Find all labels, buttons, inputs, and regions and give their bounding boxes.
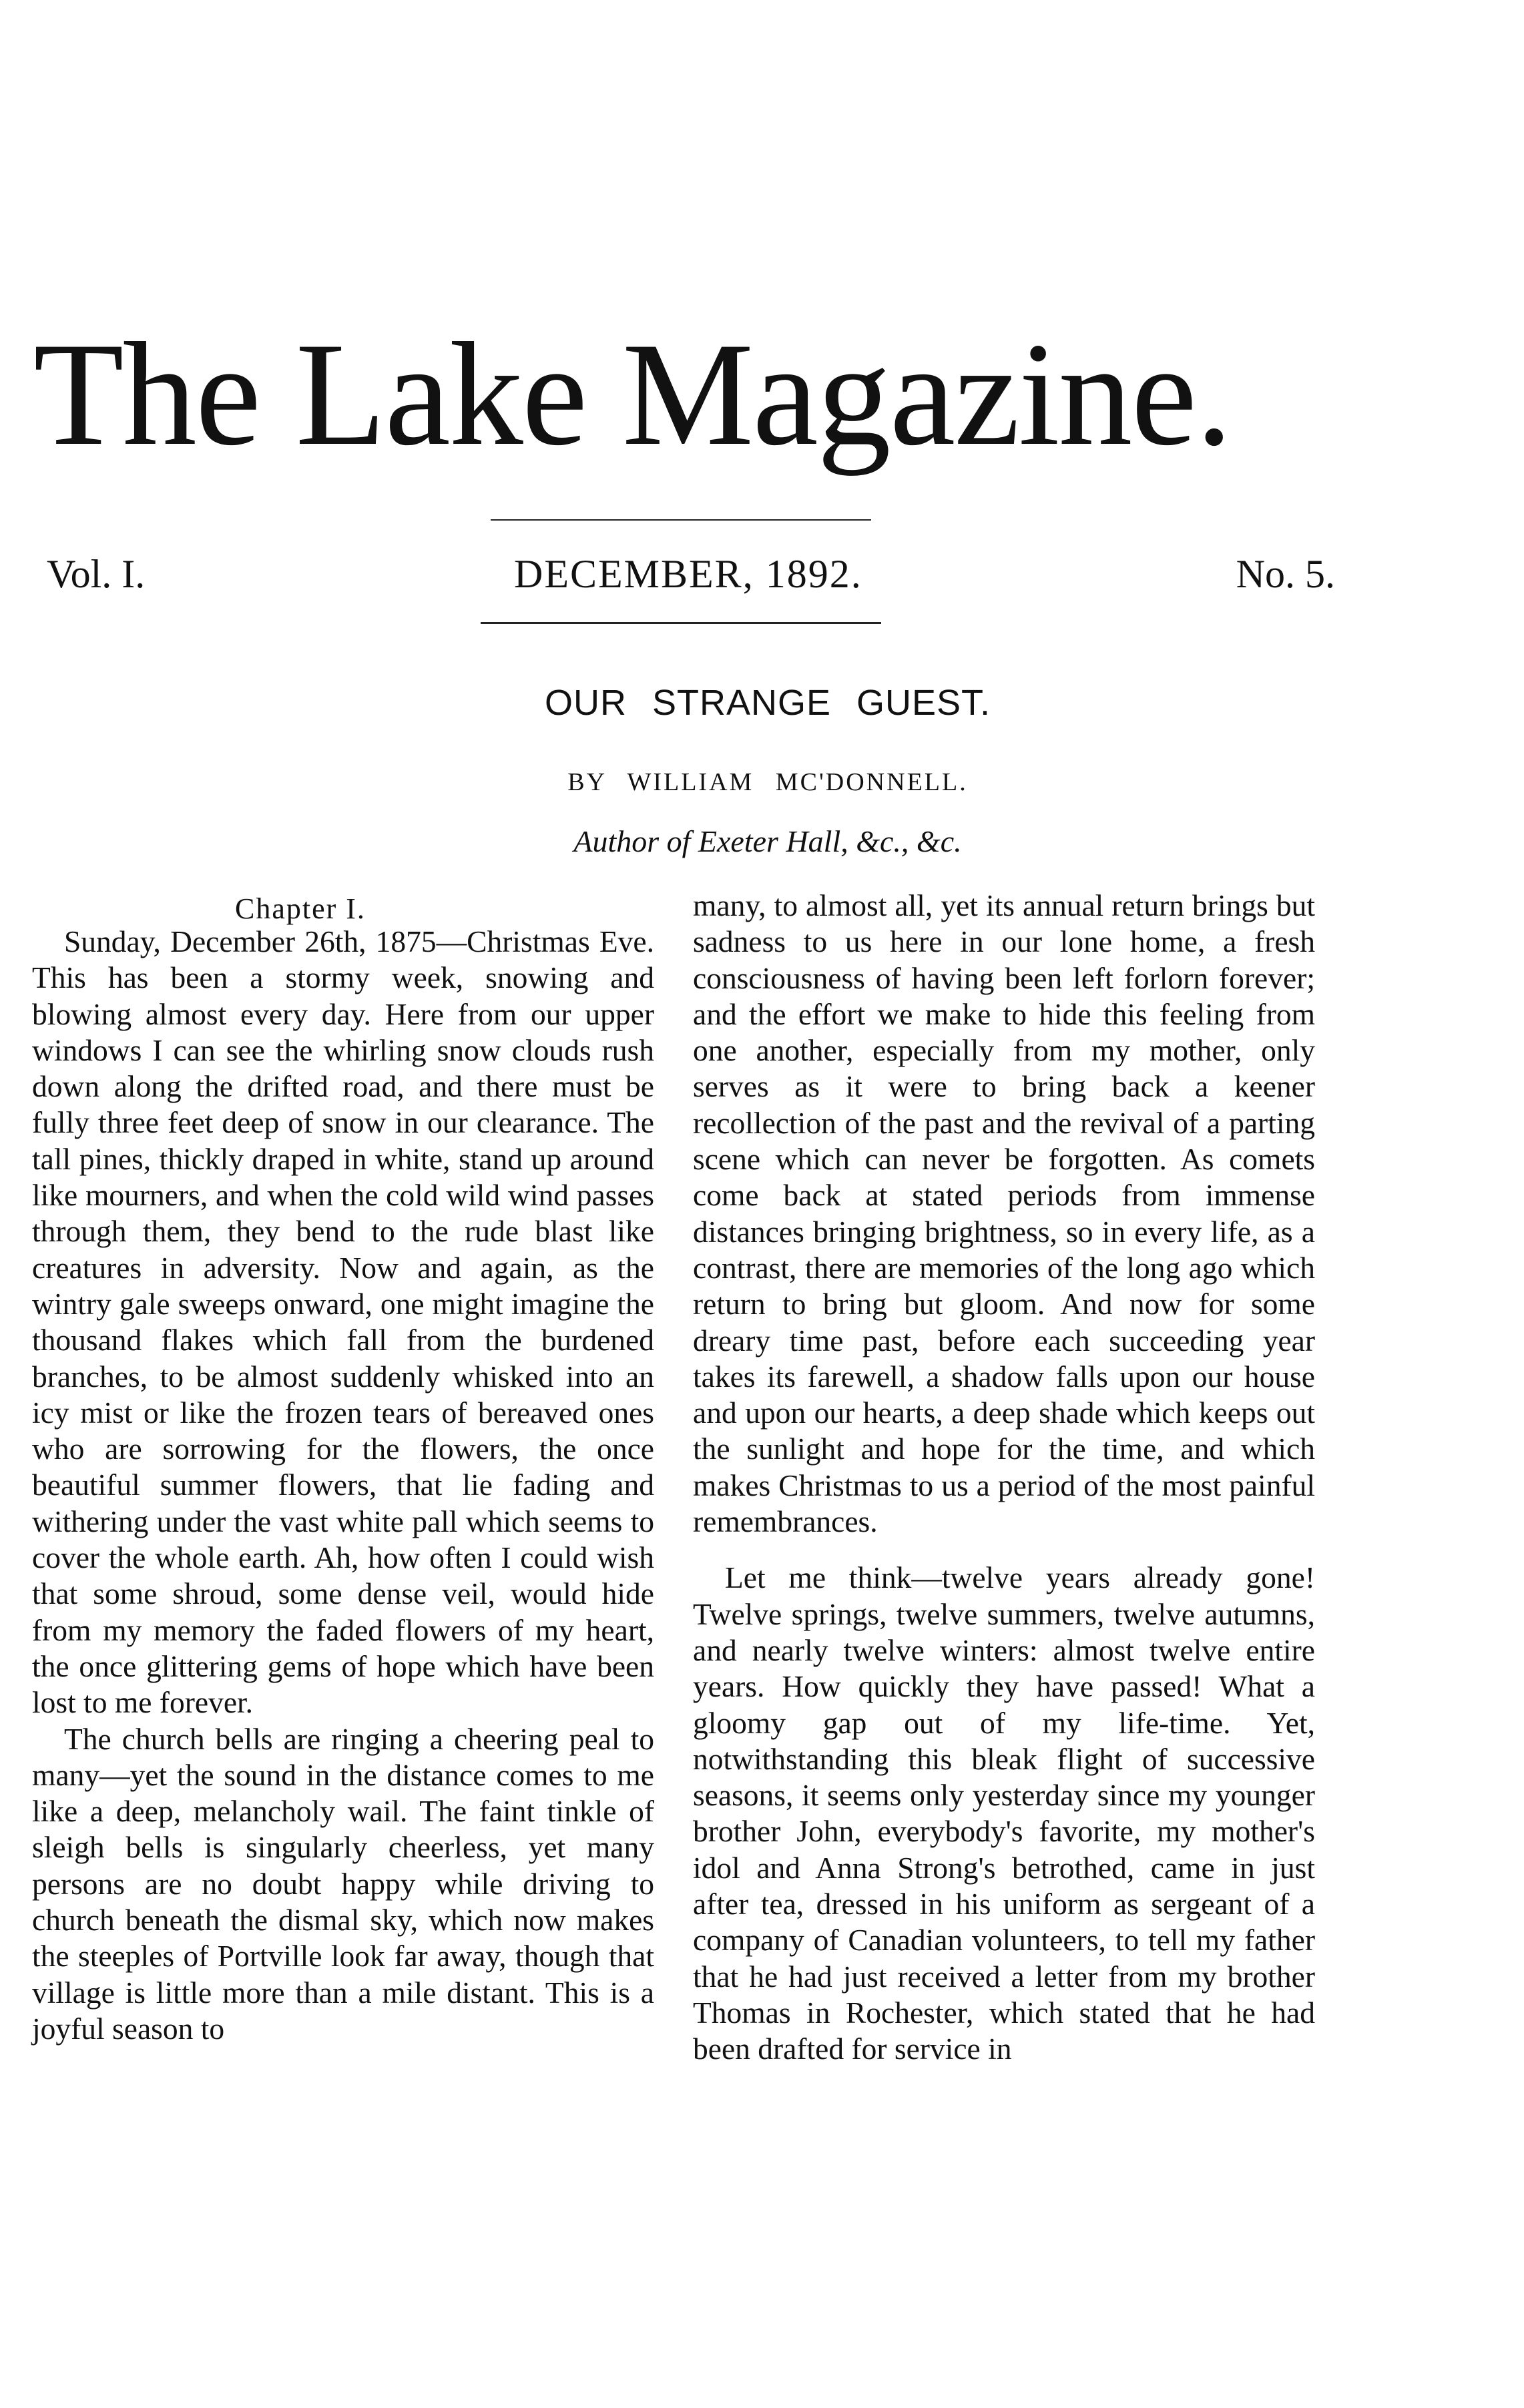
paragraph: The church bells are ringing a cheering peal to many—yet the sound in the distance comes to me like a deep, melancholy wail. The faint tinkle of sleigh bells is singularly cheerless, yet many persons are no doubt happy while driving to church beneath the dismal sky, which now makes the steeples of Portville look far away, though that village is little more than a mile distant. This is a joyful season to: [32, 1721, 654, 2046]
right-column: [693, 888, 1315, 2068]
issue-number: No. 5.: [1236, 552, 1335, 596]
volume-label: Vol. I.: [47, 552, 146, 596]
magazine-masthead: The Lake Magazine.: [33, 312, 1232, 477]
paragraph: Sunday, December 26th, 1875—Christmas Eve. This has been a stormy week, snowing and blowing almost every day. Here from our upper windows I can see the whirling snow clouds rush down along the drifted road, and there must be fully three feet deep of snow in our clearance. The tall pines, thickly draped in white, stand up around like mourners, and when the cold wild wind passes through them, they bend to the rude blast like creatures in adversity. Now and again, as the wintry gale sweeps onward, one might imagine the thousand flakes which fall from the burdened branches, to be almost suddenly whisked into an icy mist or like the frozen tears of bereaved ones who are sorrowing for the flowers, the once beautiful summer flowers, that lie fading and withering under the vast white pall which seems to cover the whole earth. Ah, how often I could wish that some shroud, some dense veil, would hide from my memory the faded flowers of my heart, the once glittering gems of hope which have been lost to me forever.: [32, 924, 654, 1720]
article-title: OUR STRANGE GUEST.: [544, 683, 991, 723]
article-byline: BY WILLIAM MC'DONNELL.: [567, 768, 968, 796]
paragraph: many, to almost all, yet its annual return brings but sadness to us here in our lone home, a fresh consciousness of having been left forlorn forever; and the effort we make to hide this feeling from one another, especially from my mother, only serves as it were to bring back a keener recollection of the past and the revival of a parting scene which can never be forgotten. As comets come back at stated periods from immense distances bringing brightness, so in every life, as a contrast, there are memories of the long ago which return to bring but gloom. And now for some dreary time past, before each succeeding year takes its farewell, a shadow falls upon our house and upon our hearts, a deep shade which keeps out the sunlight and hope for the time, and which makes Christmas to us a period of the most painful remembrances.: [693, 888, 1315, 1539]
issue-rule: [481, 622, 881, 624]
masthead-rule: [491, 519, 871, 521]
issue-line: [47, 547, 1335, 601]
chapter-heading: Chapter I.: [235, 892, 366, 925]
author-note: Author of Exeter Hall, &c., &c.: [573, 824, 962, 858]
issue-date: DECEMBER, 1892.: [514, 552, 862, 596]
left-column: [32, 924, 654, 2047]
paragraph: Let me think—twelve years already gone! Twelve springs, twelve summers, twelve autumns, and nearly twelve winters: almost twelve entire years. How quickly they have passed! What a gloomy gap out of my life-time. Yet, notwithstanding this bleak flight of successive seasons, it seems only yesterday since my younger brother John, everybody's favorite, my mother's idol and Anna Strong's betrothed, came in just after tea, dressed in his uniform as sergeant of a company of Canadian volunteers, to tell my father that he had just received a letter from my brother Thomas in Rochester, which stated that he had been drafted for service in: [693, 1560, 1315, 2066]
